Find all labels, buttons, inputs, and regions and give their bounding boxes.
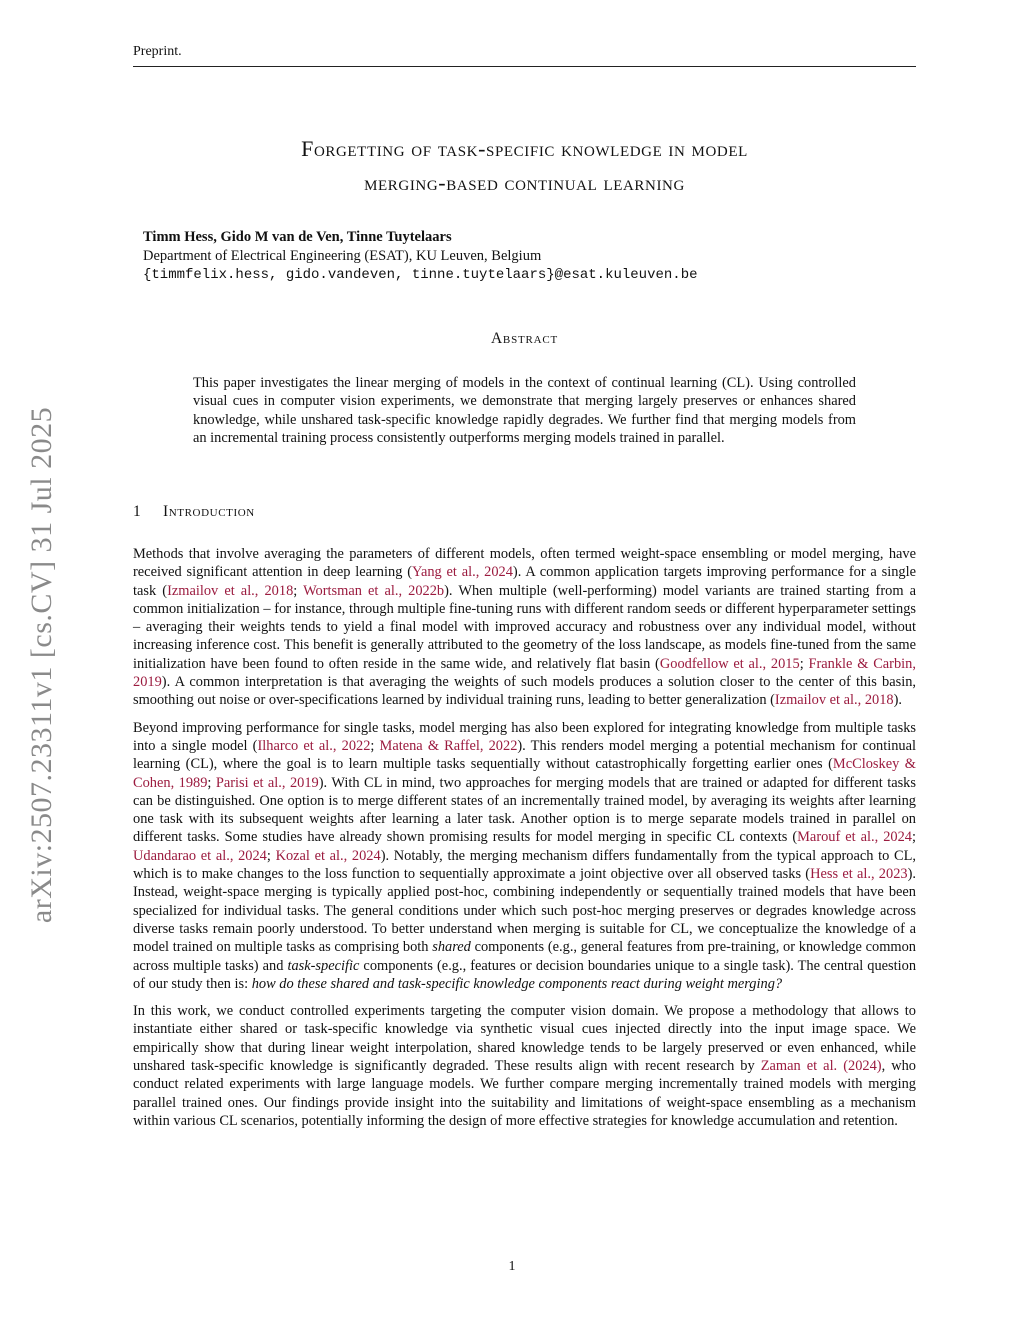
title-line-2: merging-based continual learning — [364, 170, 685, 195]
emphasis: task-specific — [287, 957, 360, 974]
paragraph: In this work, we conduct controlled experiments targeting the computer vision domain. We propose a methodology that allows to instantiate either shared or task-specific knowledge via synthetic visual cues injected directly into the input image space. We empirically show that during linear weight interpolation, shared knowledge tends to be largely preserved or even enhanced, while unshared task-specific knowledge is significantly degraded. These results align with recent research by Zaman et al. (2024), who conduct related experiments with large language models. We further compare merging incrementally trained models with merging parallel trained ones. Our findings provide insight into the suitability and limitations of weight-space ensembling as a mechanism within various CL scenarios, potentially informing the design of more effective strategies for knowledge accumulation and retention. — [133, 1003, 917, 1129]
citation-link[interactable]: Ilharco et al., 2022 — [257, 737, 371, 754]
citation-link[interactable]: Izmailov et al., 2018 — [167, 582, 294, 599]
citation-link[interactable]: Frankle & Carbin, 2019 — [133, 655, 916, 691]
citation-link[interactable]: Yang et al., 2024 — [412, 564, 513, 581]
emphasis: shared — [432, 939, 471, 956]
citation-link[interactable]: McCloskey & Cohen, 1989 — [133, 756, 916, 791]
citation-link[interactable]: Zaman et al. (2024) — [760, 1058, 882, 1075]
citation-link[interactable]: Hess et al., 2023 — [810, 866, 908, 883]
section-heading-introduction — [133, 503, 255, 521]
author-block — [143, 228, 698, 285]
author-affiliation: Department of Electrical Engineering (ESAT), KU Leuven, Belgium — [143, 248, 542, 264]
research-question: how do these shared and task-specific knowledge components react during weight merging? — [251, 975, 783, 992]
paper-title — [133, 132, 916, 200]
running-header: Preprint. — [133, 44, 182, 59]
paragraph: Beyond improving performance for single tasks, model merging has also been explored for integrating knowledge from multiple tasks into a single model (Ilharco et al., 2022; Matena & Raffel, 2022). This renders model merging a potential mechanism for continual learning (CL), where the goal is to learn multiple tasks sequentially without catastrophically forgetting earlier ones (McCloskey & Cohen, 1989; Parisi et al., 2019). With CL in mind, two approaches for merging models that are trained or adapted for different tasks can be distinguished. One option is to merge different states of an incrementally trained model, by averaging its weights after learning one task with its subsequent weights after learning a later task. Another option is to merge separate models trained in parallel on different tasks. Some studies have already shown promising results for model merging in specific CL contexts (Marouf et al., 2024; Udandarao et al., 2024; Kozal et al., 2024). Notably, the merging mechanism differs fundamentally from the typical approach to CL, which is to make changes to the loss function to sequentially approximate a joint objective over all observed tasks (Hess et al., 2023). Instead, weight-space merging is typically applied post-hoc, combining independently or sequentially trained models that have been specialized for individual tasks. The general conditions under which such post-hoc merging preserves or degrades knowledge across diverse tasks remain poorly understood. To better understand when merging is suitable for CL, we conceptualize the knowledge of a model trained on multiple tasks as comprising both shared components (e.g., general features from pre-training, or knowledge common across multiple tasks) and task-specific components (e.g., features or decision boundaries unique to a single task). The central question of our study then is: how do these shared and task-specific knowledge components react during weight merging? — [133, 719, 917, 992]
abstract-body: This paper investigates the linear merging of models in the context of continual learning (CL). Using controlled visual cues in computer vision experiments, we demonstrate that merging largely preserves or enhances shared knowledge, while unshared task-specific knowledge rapidly degrades. We further find that merging models from an incremental training process consistently outperforms merging models trained in parallel. — [193, 375, 856, 446]
abstract-heading: Abstract — [490, 330, 559, 347]
introduction-body — [133, 545, 916, 1139]
title-line-1: Forgetting of task-specific knowledge in model — [301, 136, 748, 161]
citation-link[interactable]: Kozal et al., 2024 — [275, 847, 381, 864]
citation-link[interactable]: Marouf et al., 2024 — [797, 829, 912, 846]
citation-link[interactable]: Wortsman et al., 2022b — [303, 582, 445, 599]
arxiv-identifier[interactable]: arXiv:2507.23311v1 [cs.CV] 31 Jul 2025 — [25, 406, 58, 924]
citation-link[interactable]: Goodfellow et al., 2015 — [659, 655, 800, 672]
section-number: 1 — [133, 503, 142, 520]
author-names: Timm Hess, Gido M van de Ven, Tinne Tuytelaars — [143, 229, 452, 245]
page-number: 1 — [508, 1259, 516, 1274]
citation-link[interactable]: Parisi et al., 2019 — [215, 774, 319, 791]
citation-link[interactable]: Izmailov et al., 2018 — [774, 692, 894, 709]
author-emails[interactable]: {timmfelix.hess, gido.vandeven, tinne.tuytelaars}@esat.kuleuven.be — [143, 267, 698, 283]
paragraph: Methods that involve averaging the parameters of different models, often termed weight-space ensembling or model merging, have received significant attention in deep learning (Yang et al., 2024). A common application targets improving performance for a single task (Izmailov et al., 2018; Wortsman et al., 2022b). When multiple (well-performing) model variants are trained starting from a common initialization – for instance, through multiple fine-tuning runs with different random seeds or different hyperparameter settings – averaging their weights tends to yield a final model with improved accuracy and robustness over any individual model, without increasing inference cost. This benefit is generally attributed to the geometry of the loss landscape, as models fine-tuned from the same initialization have been found to often reside in the same wide, and relatively flat basin (Goodfellow et al., 2015; Frankle & Carbin, 2019). A common interpretation is that averaging the weights of such models produces a solution closer to the center of this basin, smoothing out noise or over-specifications learned by individual training runs, leading to better generalization (Izmailov et al., 2018). — [133, 546, 917, 709]
section-title: Introduction — [163, 503, 255, 520]
citation-link[interactable]: Udandarao et al., 2024 — [133, 847, 267, 864]
citation-link[interactable]: Matena & Raffel, 2022 — [379, 737, 518, 754]
header-divider — [133, 66, 916, 67]
